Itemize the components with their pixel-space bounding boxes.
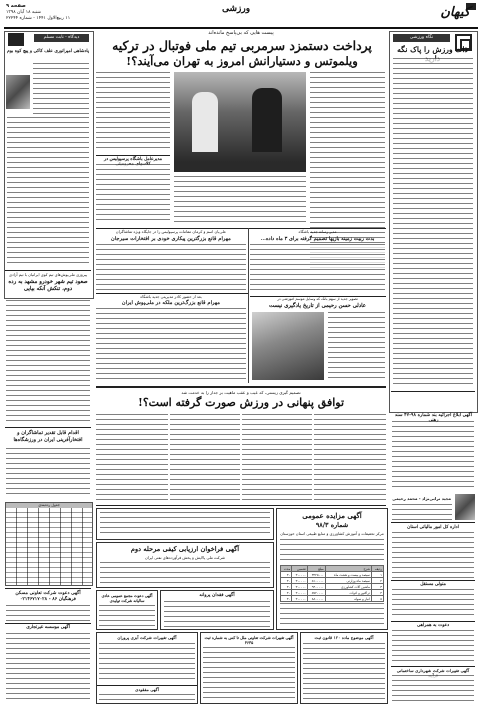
auction-org: مرکز تحقیقات و آموزش کشاورزی و منابع طبیعی استان خوزستان (280, 531, 384, 536)
story2-title: بعد از حضور کادر مدیریتی جدید باشگاه (140, 294, 202, 299)
table-cell: ۳۰ (281, 572, 292, 578)
lead-kicker: پیست هایی که بی‌پاسخ مانده‌اند (208, 30, 274, 36)
mid-notice-title: آگهی دعوت مجمع عمومی عادی سالیانه شرکت تولیدی (101, 593, 153, 603)
table-cell: ۳۰۰۰۰۰ (292, 596, 308, 602)
auction-title: آگهی مزایده عمومی (302, 511, 362, 520)
story6-kicker: تصویر جدید از سهم بانک که وسایل موسم آموزشی در (277, 297, 358, 301)
bottom-ad3-title: آگهی تغییرات شرکت آبزی پروران (117, 635, 177, 640)
banner-headline: توافق پنهانی در ورزش صورت گرفته است؟! (137, 396, 345, 409)
story1-headline: مدیرعامل باشگاه پرسپولیس در (103, 157, 163, 162)
table-cell: ۳۰ (281, 596, 292, 602)
bottom-ad-3 (96, 632, 198, 704)
columnist-photo (6, 75, 30, 109)
right-bottom-title: آگهی تغییرات شرکت شهرداری ساختمانی (396, 668, 470, 673)
notice-ad (160, 590, 274, 630)
table-cell: سیصد و بیست و هشت ماه (325, 572, 371, 578)
portrait-photo (455, 494, 475, 520)
story2-headline: مهرام قانع بزرگ‌ترین ملکه در ملی‌پوش ایران (121, 300, 221, 306)
auction-number: شماره ۹۸/۳ (315, 521, 349, 529)
auction-ad (276, 508, 388, 630)
bottom-ad-1 (300, 632, 388, 704)
left-column-headline: پادشاهی امپراتوری علف کاکی و پیچ کوه بوم (7, 49, 89, 54)
table-cell: ماشین آلات کشاورزی (325, 584, 371, 590)
table-cell: ۲ (371, 578, 383, 584)
table-cell: ۳۴۲۵۰۰۰ (307, 572, 325, 578)
page-number: صفحه ۹ (6, 3, 26, 9)
right-ad4-title: متولی مستقل (420, 582, 446, 587)
lead-photo (174, 72, 306, 172)
table-cell: ۹۳۰۰۰۰۰ (307, 584, 325, 590)
masthead (0, 0, 482, 27)
issue-date: شنبه ۱۸ آبان ۱۳۹۸ (6, 10, 41, 15)
tender-kicker: شرکت ملی پالایش و پخش فرآورده‌های نفتی ایران (145, 555, 225, 560)
story6-headline: عادلی حسن رحیمی از تاریخ یادگیری نیست (268, 303, 367, 309)
right-ad-title: آگهی ابلاغ اجرائیه بند شماره ۹۸-۴۷ سند (394, 413, 473, 418)
left-ad-title: آگهی دعوت شرکت تعاونی مسکن فرهنگیان ۸۶ - ۰۲۱۴۶۷۱۷۰۲۸ (15, 591, 81, 602)
auction-table (280, 565, 384, 602)
auction-table-header: شرح (325, 566, 371, 572)
tender-title: آگهی فراخوان ارزیابی کیفی مرحله دوم (130, 545, 240, 553)
left-box3-headline: اقدام قابل تقدیر تماشاگران و افتخارآفرینی ایران در ورزشگاه‌ها (13, 430, 83, 443)
table-cell: ۵ (371, 596, 383, 602)
notice-title: آگهی فقدان پروانه (199, 593, 235, 598)
bottom-ad-2 (200, 632, 298, 704)
table-cell: ۳۰۰۰۰۰ (292, 572, 308, 578)
right-ad-caption: مجید ترابی‌نژاد - محمد رحیمی (392, 496, 451, 501)
table-cell: ۸۸۰۰۰۰۰ (307, 596, 325, 602)
mid-notice-ad (96, 590, 158, 630)
story3-title: علی‌یان اسم و کرمان مقامات پرسپولیس را در جایگاه ویژه تماشاگران (115, 229, 227, 234)
story4-title: مدیر رسانه جدید باشگاه (298, 229, 337, 234)
tender-ad (96, 542, 274, 588)
table-cell: ۳ (371, 584, 383, 590)
auction-table-header: مبلغ (307, 566, 325, 572)
story3-headline: مهرام قانع بزرگترین پیکاری خودی بر افتخارات سیرجان (111, 236, 231, 242)
logo: کیهان (432, 1, 476, 23)
lead-headline: پرداخت دستمزد سرمربی تیم ملی فوتبال در ترکیه (112, 38, 372, 53)
left-column-kicker: پیروزی ملی‌پوش‌های تیم کوی ایرانیان با تیم آزادی (8, 272, 88, 277)
banner-kicker: تصمیم گیری زیستی، که عیب و عقب ماهیت بر جدار را به خدمت شد (181, 390, 301, 395)
left-box2-headline: صعود تیم شهر خودرو مشهد به رده دوم، تنکش آنکه بیایی (8, 279, 88, 292)
bottom-ad1-title: آگهی موضوع ماده ۱۲۰ قانون ثبت (314, 635, 374, 640)
bottom-ad2-title: آگهی تغییرات شرکت تعاونی ملل تا کس به شماره ثبت ۴۶۳۵ (204, 635, 294, 645)
auction-table-header: تضمین (292, 566, 308, 572)
table-cell: ۵۱۰۰۰۰۰ (307, 578, 325, 584)
bottom-ad4-title: آگهی مفقودی (135, 687, 159, 692)
table-cell: ۳۰ (281, 584, 292, 590)
table-cell: ۱ (371, 572, 383, 578)
left-column-label: دیدگاه - ثابت مسلم (34, 34, 89, 42)
auction-table-header: ردیف (371, 566, 383, 572)
issue-number: ۱۱ ربیع‌الاول ۱۴۴۱ - شماره ۲۲۲۴۴ (6, 16, 71, 21)
section-title: ورزشی (222, 4, 251, 14)
table-cell: ۴ (371, 590, 383, 596)
table-cell: تراکتور و ادوات (325, 590, 371, 596)
table-cell: ۳۰۰۰۰۰ (292, 584, 308, 590)
table-cell: ۵۷۲۰۰۰۰ (307, 590, 325, 596)
table-cell: ۳۰ (281, 578, 292, 584)
story4-headline: بدت ربیت زمینه بازیها تصمیم گرفته برای ۳ ماه داده... (260, 236, 375, 242)
hospital-photo (252, 312, 324, 380)
right-ad5-title: دعوت به همراهی (416, 623, 450, 628)
table-cell: ۳۰۰۰۰۰ (292, 578, 308, 584)
table-cell: انبار و سوله (325, 596, 371, 602)
left-column-icon (8, 33, 24, 46)
standings-title: جدول رده‌بندی (6, 503, 92, 508)
table-cell: سیصد ماه وزارتی (325, 578, 371, 584)
top-mid-ad (96, 508, 274, 540)
table-cell: ۳۰۰۰۰۰ (292, 590, 308, 596)
lead-subheadline: ویلموتس و دستیارانش امروز به تهران می‌آیند؟! (126, 54, 358, 68)
right-column-label: نگاه ورزشی (393, 34, 450, 42)
right-column-headline: ذات ورزش را پاک نگه (397, 45, 468, 54)
right-ad3-title: اداره کل امور مالیاتی استان (407, 525, 459, 530)
left-ad2-title: آگهی موسسه غیرتجاری (26, 625, 70, 630)
auction-table-header: مدت (281, 566, 292, 572)
standings-table (5, 502, 93, 586)
table-row (281, 596, 384, 602)
table-cell: ۳۰ (281, 590, 292, 596)
